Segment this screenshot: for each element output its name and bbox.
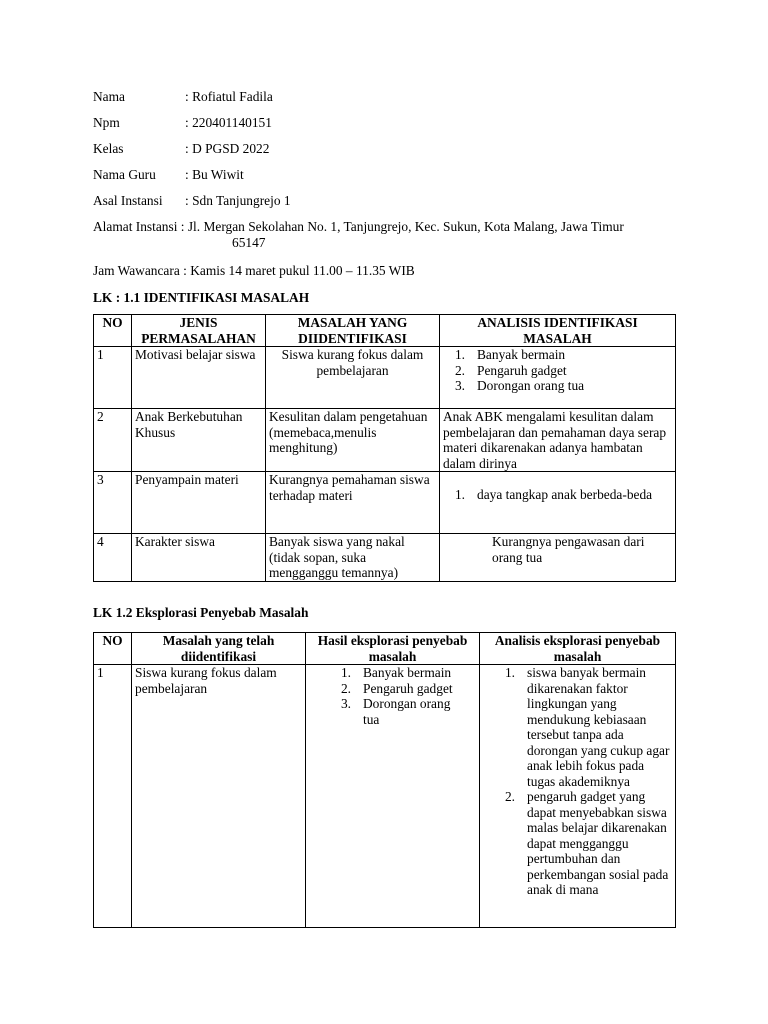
table-header-cell: Analisis eksplorasi penyebab masalah bbox=[480, 633, 676, 665]
lk1-heading: LK : 1.1 IDENTIFIKASI MASALAH bbox=[93, 290, 310, 305]
table-header-cell: MASALAH YANG DIIDENTIFIKASI bbox=[266, 315, 440, 347]
lk1-table bbox=[93, 314, 676, 582]
table-header-cell: ANALISIS IDENTIFIKASI MASALAH bbox=[440, 315, 676, 347]
list-item: 3. Dorongan orang tua bbox=[454, 378, 585, 393]
table-header-row bbox=[94, 633, 676, 665]
table-cell: Penyampain materi bbox=[132, 472, 266, 534]
table-row bbox=[94, 409, 676, 472]
table-cell: Kurangnya pengawasan dari orang tua bbox=[440, 534, 676, 582]
table-cell bbox=[306, 665, 480, 928]
list-item: 1. Banyak bermain bbox=[454, 347, 566, 362]
info-value-cont: 65147 bbox=[232, 235, 266, 250]
list-item: 1. Banyak bermain bbox=[340, 665, 452, 680]
numbered-list bbox=[309, 665, 476, 727]
list-item: 1. daya tangkap anak berbeda-beda bbox=[454, 487, 653, 502]
table-cell: Siswa kurang fokus dalam pembelajaran bbox=[266, 347, 440, 409]
list-item: 2. Pengaruh gadget bbox=[340, 680, 453, 696]
info-value: : Jl. Mergan Sekolahan No. 1, Tanjungrejo, Kec. Sukun, Kota Malang, Jawa Timur bbox=[180, 219, 624, 234]
numbered-list bbox=[443, 347, 672, 394]
list-item: 2. pengaruh gadget yang dapat menyebabkan siswa malas belajar dikarenakan dapat mengganggu pertumbuhan dan perkembangan sosial pada anak di mana bbox=[504, 789, 669, 897]
table-row bbox=[94, 665, 676, 928]
table-cell bbox=[440, 347, 676, 409]
table-cell: Anak ABK mengalami kesulitan dalam pembelajaran dan pemahaman daya serap materi dikarenakan adanya hambatan dalam dirinya bbox=[440, 409, 676, 472]
table-header-cell: Masalah yang telah diidentifikasi bbox=[132, 633, 306, 665]
info-value: : Rofiatul Fadila bbox=[185, 89, 273, 104]
table-row bbox=[94, 472, 676, 534]
table-header-cell: Hasil eksplorasi penyebab masalah bbox=[306, 633, 480, 665]
info-nama bbox=[93, 89, 273, 105]
info-instansi bbox=[93, 193, 291, 209]
table-header-cell: NO bbox=[94, 315, 132, 347]
info-label: Nama Guru bbox=[93, 167, 156, 182]
info-value: : Sdn Tanjungrejo 1 bbox=[185, 193, 291, 208]
table-cell: Motivasi belajar siswa bbox=[132, 347, 266, 409]
numbered-list bbox=[483, 665, 672, 898]
table-cell: 1 bbox=[94, 347, 132, 409]
list-item: 3. Dorongan orang tua bbox=[340, 696, 451, 727]
table-cell bbox=[440, 472, 676, 534]
table-row bbox=[94, 534, 676, 582]
info-label: Npm bbox=[93, 115, 120, 130]
table-cell: Kesulitan dalam pengetahuan (memebaca,menulis menghitung) bbox=[266, 409, 440, 472]
info-jam bbox=[93, 263, 415, 279]
table-cell: 1 bbox=[94, 665, 132, 928]
info-npm bbox=[93, 115, 272, 131]
lk2-table bbox=[93, 632, 676, 928]
info-label: Asal Instansi bbox=[93, 193, 163, 208]
table-cell: 2 bbox=[94, 409, 132, 472]
info-label: Alamat Instansi bbox=[93, 219, 178, 234]
info-label: Nama bbox=[93, 89, 125, 104]
table-cell: Kurangnya pemahaman siswa terhadap materi bbox=[266, 472, 440, 534]
table-row bbox=[94, 347, 676, 409]
info-label: Kelas bbox=[93, 141, 124, 156]
table-cell: Karakter siswa bbox=[132, 534, 266, 582]
lk2-heading: LK 1.2 Eksplorasi Penyebab Masalah bbox=[93, 605, 309, 620]
numbered-list bbox=[443, 487, 672, 503]
info-alamat bbox=[93, 219, 624, 251]
table-cell: Anak Berkebutuhan Khusus bbox=[132, 409, 266, 472]
table-cell: Siswa kurang fokus dalam pembelajaran bbox=[132, 665, 306, 928]
table-cell: 3 bbox=[94, 472, 132, 534]
info-jam-text: Jam Wawancara : Kamis 14 maret pukul 11.00 – 11.35 WIB bbox=[93, 263, 415, 278]
info-value: : 220401140151 bbox=[185, 115, 272, 130]
list-item: 1. siswa banyak bermain dikarenakan faktor lingkungan yang mendukung kebiasaan tersebut tanpa ada dorongan yang cukup agar anak lebih fokus pada tugas akademiknya bbox=[504, 665, 670, 789]
table-cell: Banyak siswa yang nakal (tidak sopan, suka mengganggu temannya) bbox=[266, 534, 440, 582]
info-guru bbox=[93, 167, 244, 183]
info-value: : Bu Wiwit bbox=[185, 167, 244, 182]
table-header-cell: JENIS PERMASALAHAN bbox=[132, 315, 266, 347]
table-cell: 4 bbox=[94, 534, 132, 582]
info-kelas bbox=[93, 141, 269, 157]
table-header-cell: NO bbox=[94, 633, 132, 665]
info-value: : D PGSD 2022 bbox=[185, 141, 270, 156]
list-item: 2. Pengaruh gadget bbox=[454, 362, 567, 378]
table-cell bbox=[480, 665, 676, 928]
table-header-row bbox=[94, 315, 676, 347]
